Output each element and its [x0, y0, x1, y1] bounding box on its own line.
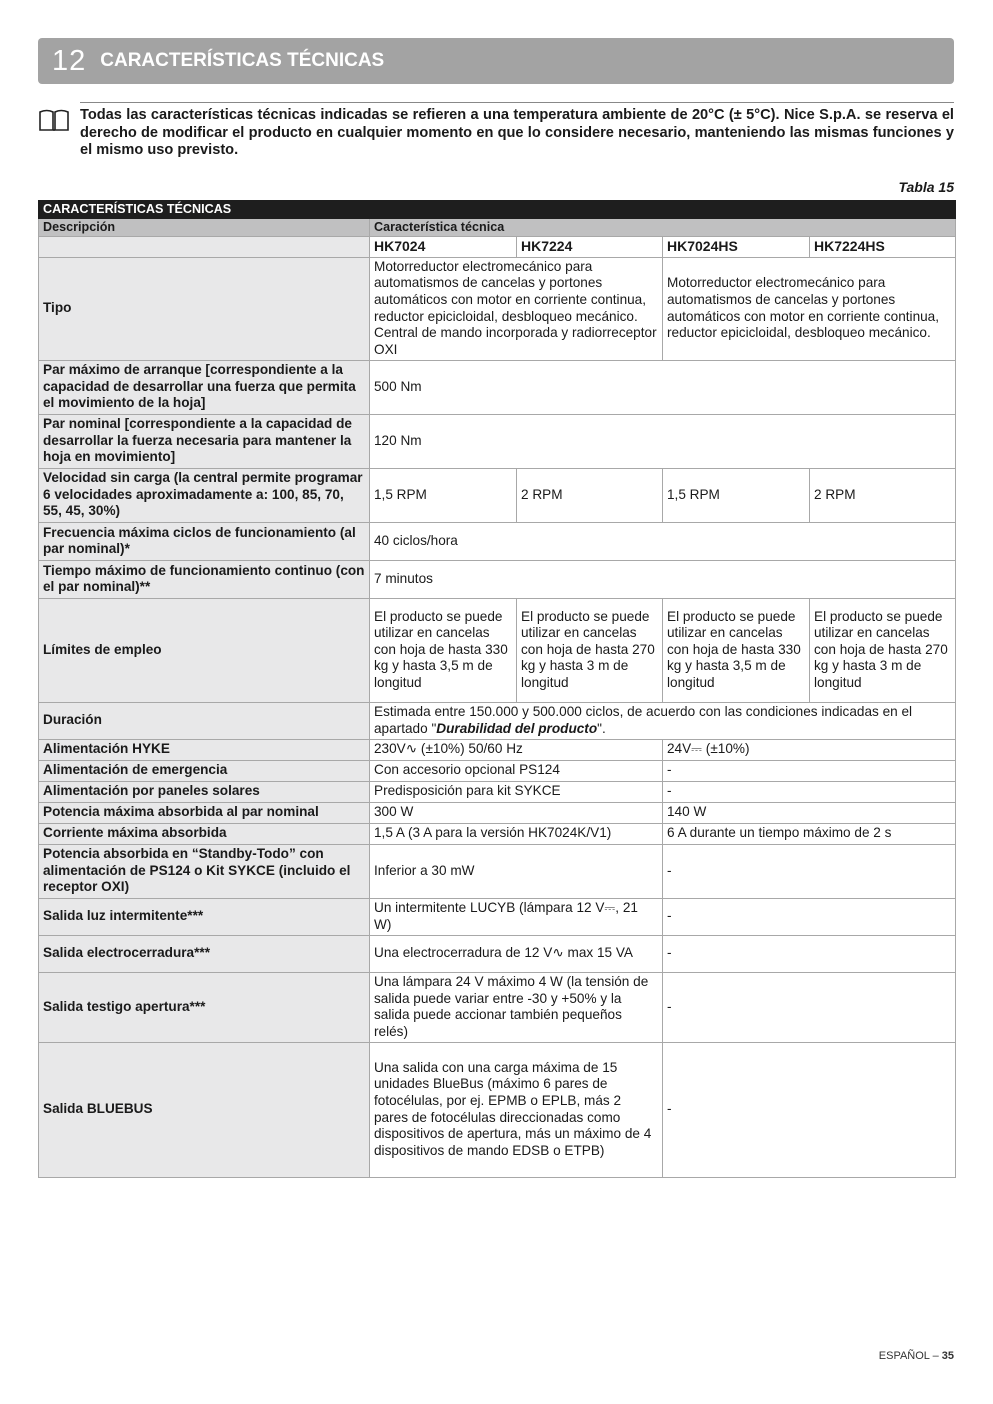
row-value: 1,5 RPM	[663, 468, 810, 522]
row-label: Alimentación HYKE	[39, 739, 370, 760]
book-icon	[38, 108, 70, 132]
row-label: Salida electrocerradura***	[39, 935, 370, 972]
row-label: Alimentación de emergencia	[39, 760, 370, 781]
row-value: -	[663, 1042, 956, 1177]
row-label: Corriente máxima absorbida	[39, 823, 370, 844]
table-row	[39, 935, 956, 972]
model-header: HK7024HS	[663, 236, 810, 257]
row-value: Una electrocerradura de 12 V∿ max 15 VA	[370, 935, 663, 972]
page-footer	[879, 1350, 954, 1362]
table-header-row	[39, 218, 956, 236]
table-row	[39, 598, 956, 702]
table-row	[39, 560, 956, 598]
models-blank-cell	[39, 236, 370, 257]
section-number: 12	[52, 44, 87, 77]
row-value: 120 Nm	[370, 414, 956, 468]
page-number: 35	[941, 1350, 954, 1362]
row-value: 2 RPM	[810, 468, 956, 522]
row-label: Límites de empleo	[39, 598, 370, 702]
table-title: CARACTERÍSTICAS TÉCNICAS	[39, 201, 956, 219]
table-row	[39, 414, 956, 468]
model-header: HK7024	[370, 236, 517, 257]
row-value: -	[663, 972, 956, 1042]
row-label: Par nominal [correspondiente a la capacidad de desarrollar la fuerza necesaria para mantener la hoja en movimiento]	[39, 414, 370, 468]
model-header: HK7224	[517, 236, 663, 257]
col-desc-header: Descripción	[39, 218, 370, 236]
row-label: Velocidad sin carga (la central permite programar 6 velocidades aproximadamente a: 100, 85, 70, 55, 45, 30%)	[39, 468, 370, 522]
row-label: Alimentación por paneles solares	[39, 781, 370, 802]
row-value: Inferior a 30 mW	[370, 844, 663, 898]
row-label: Tipo	[39, 257, 370, 360]
row-value: Una lámpara 24 V máximo 4 W (la tensión de salida puede variar entre -30 y +50% y la salida puede accionar también pequeños relés)	[370, 972, 663, 1042]
row-value: -	[663, 844, 956, 898]
row-value: 1,5 RPM	[370, 468, 517, 522]
row-value: -	[663, 898, 956, 935]
duration-text: Estimada entre 150.000 y 500.000 ciclos, de acuerdo con las condiciones indicadas en el apartado "	[374, 704, 913, 736]
table-row	[39, 898, 956, 935]
row-label: Tiempo máximo de funcionamiento continuo (con el par nominal)**	[39, 560, 370, 598]
row-label: Potencia absorbida en “Standby-Todo” con alimentación de PS124 o Kit SYKCE (incluido el receptor OXI)	[39, 844, 370, 898]
table-row	[39, 360, 956, 414]
row-value: 500 Nm	[370, 360, 956, 414]
row-label: Duración	[39, 702, 370, 739]
col-char-header: Característica técnica	[370, 218, 956, 236]
table-row	[39, 760, 956, 781]
note-text: Todas las características técnicas indicadas se refieren a una temperatura ambiente de 20°C (± 5°C). Nice S.p.A. se reserva el derecho de modificar el producto en cualquier momento en que lo considere necesario, manteniendo las mismas funciones y el mismo uso previsto.	[80, 107, 954, 158]
section-header	[38, 38, 954, 84]
row-value: El producto se puede utilizar en cancelas con hoja de hasta 330 kg y hasta 3,5 m de longitud	[370, 598, 517, 702]
specs-table	[38, 200, 956, 1178]
row-value: 6 A durante un tiempo máximo de 2 s	[663, 823, 956, 844]
table-title-row	[39, 201, 956, 219]
table-row	[39, 781, 956, 802]
row-value: -	[663, 781, 956, 802]
models-row	[39, 236, 956, 257]
row-label: Potencia máxima absorbida al par nominal	[39, 802, 370, 823]
row-value: Motorreductor electromecánico para automatismos de cancelas y portones automáticos con motor en corriente continua, reductor epicicloidal, desbloqueo mecánico. Central de mando incorporada y radiorreceptor OXI	[370, 257, 663, 360]
table-row	[39, 739, 956, 760]
row-value: Un intermitente LUCYB (lámpara 12 V⎓, 21 W)	[370, 898, 663, 935]
footer-language: ESPAÑOL –	[878, 1350, 942, 1362]
durability-reference: Durabilidad del producto	[436, 720, 598, 736]
row-value: 300 W	[370, 802, 663, 823]
row-value: Con accesorio opcional PS124	[370, 760, 663, 781]
row-value: 2 RPM	[517, 468, 663, 522]
row-value: 1,5 A (3 A para la versión HK7024K/V1)	[370, 823, 663, 844]
table-row	[39, 972, 956, 1042]
row-value: El producto se puede utilizar en cancelas con hoja de hasta 330 kg y hasta 3,5 m de longitud	[663, 598, 810, 702]
model-header: HK7224HS	[810, 236, 956, 257]
table-row	[39, 257, 956, 360]
table-row	[39, 823, 956, 844]
row-value: Una salida con una carga máxima de 15 unidades BlueBus (máximo 6 pares de fotocélulas, por ej. EPMB o EPLB, más 2 pares de fotocélulas direccionadas como dispositivos de apertura, más un máximo de 4 dispositivos de mando EDSB o ETPB)	[370, 1042, 663, 1177]
row-value: 24V⎓ (±10%)	[663, 739, 956, 760]
row-value: -	[663, 935, 956, 972]
row-value: Predisposición para kit SYKCE	[370, 781, 663, 802]
row-value: El producto se puede utilizar en cancelas con hoja de hasta 270 kg y hasta 3 m de longitud	[810, 598, 956, 702]
duration-suffix: ".	[597, 720, 606, 736]
section-title: CARACTERÍSTICAS TÉCNICAS	[100, 50, 385, 71]
row-value: 230V∿ (±10%) 50/60 Hz	[370, 739, 663, 760]
row-label: Salida luz intermitente***	[39, 898, 370, 935]
row-value: El producto se puede utilizar en cancelas con hoja de hasta 270 kg y hasta 3 m de longitud	[517, 598, 663, 702]
row-label: Salida BLUEBUS	[39, 1042, 370, 1177]
row-label: Par máximo de arranque [correspondiente a la capacidad de desarrollar una fuerza que permita el movimiento de la hoja]	[39, 360, 370, 414]
table-row	[39, 522, 956, 560]
row-value: -	[663, 760, 956, 781]
table-row	[39, 844, 956, 898]
table-label: Tabla 15	[898, 179, 954, 195]
note-divider	[80, 102, 954, 103]
table-row	[39, 1042, 956, 1177]
table-row	[39, 802, 956, 823]
row-label: Salida testigo apertura***	[39, 972, 370, 1042]
row-value: 7 minutos	[370, 560, 956, 598]
table-row	[39, 468, 956, 522]
table-row	[39, 702, 956, 739]
row-value: 40 ciclos/hora	[370, 522, 956, 560]
row-value: Motorreductor electromecánico para automatismos de cancelas y portones automáticos con motor en corriente continua, reductor epicicloidal, desbloqueo mecánico.	[663, 257, 956, 360]
row-value: 140 W	[663, 802, 956, 823]
row-label: Frecuencia máxima ciclos de funcionamiento (al par nominal)*	[39, 522, 370, 560]
row-value	[370, 702, 956, 739]
